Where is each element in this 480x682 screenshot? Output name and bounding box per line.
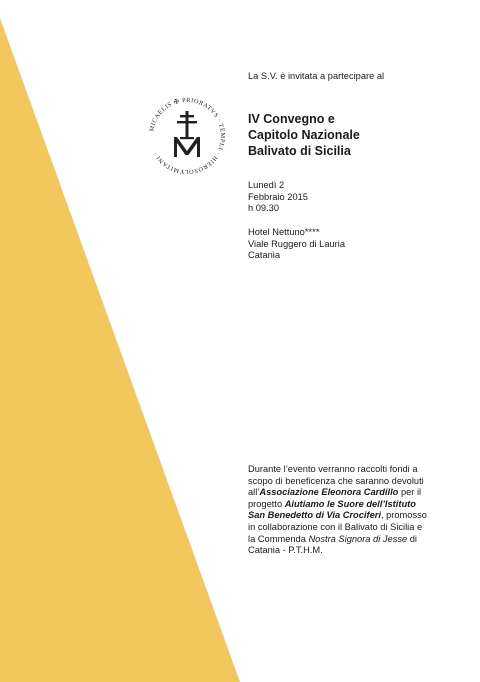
order-seal-logo xyxy=(146,95,228,177)
project-name: Aiutiamo le Suore dell’Istituto xyxy=(284,498,416,509)
charity-line: San Benedetto di Via Crociferi, promosso xyxy=(248,510,427,521)
charity-line: in collaborazione con il Balivato di Sicilia e xyxy=(248,521,423,532)
charity-line: progetto Aiutiamo le Suore dell’Istituto xyxy=(248,498,416,509)
event-venue xyxy=(248,227,345,262)
date-line: h 09.30 xyxy=(248,203,280,214)
date-line: Febbraio 2015 xyxy=(248,191,308,202)
title-line: IV Convegno e xyxy=(248,112,335,126)
charity-line: all’Associazione Eleonora Cardillo per il xyxy=(248,487,422,498)
charity-line: la Commenda Nostra Signora di Jesse di xyxy=(248,533,417,544)
project-name-cont: San Benedetto di Via Crociferi xyxy=(248,510,381,521)
date-line: Lunedì 2 xyxy=(248,180,285,190)
event-date xyxy=(248,180,308,215)
venue-line: Viale Ruggero di Lauria xyxy=(248,238,345,249)
venue-line: Hotel Nettuno**** xyxy=(248,227,320,237)
seal-text: MICAELIS ✠ PRIORATVS · TEMPLI · HIEROSOLYMITANI · xyxy=(148,96,227,176)
invitation-text: La S.V. è invitata a partecipare al xyxy=(248,71,385,81)
cross-of-lorraine-icon xyxy=(174,111,200,157)
charity-line: Durante l’evento verranno raccolti fondi a xyxy=(248,464,418,474)
charity-paragraph xyxy=(248,464,454,557)
event-title xyxy=(248,111,360,159)
charity-line: scopo di beneficenza che saranno devoluti xyxy=(248,475,424,486)
charity-line: Catania - P.T.H.M. xyxy=(248,545,323,556)
commenda-name: Nostra Signora di Jesse xyxy=(308,533,408,544)
association-name: Associazione Eleonora Cardillo xyxy=(259,487,399,498)
title-line: Capitolo Nazionale xyxy=(248,128,360,142)
title-line: Balivato di Sicilia xyxy=(248,144,351,158)
venue-line: Catania xyxy=(248,250,281,261)
